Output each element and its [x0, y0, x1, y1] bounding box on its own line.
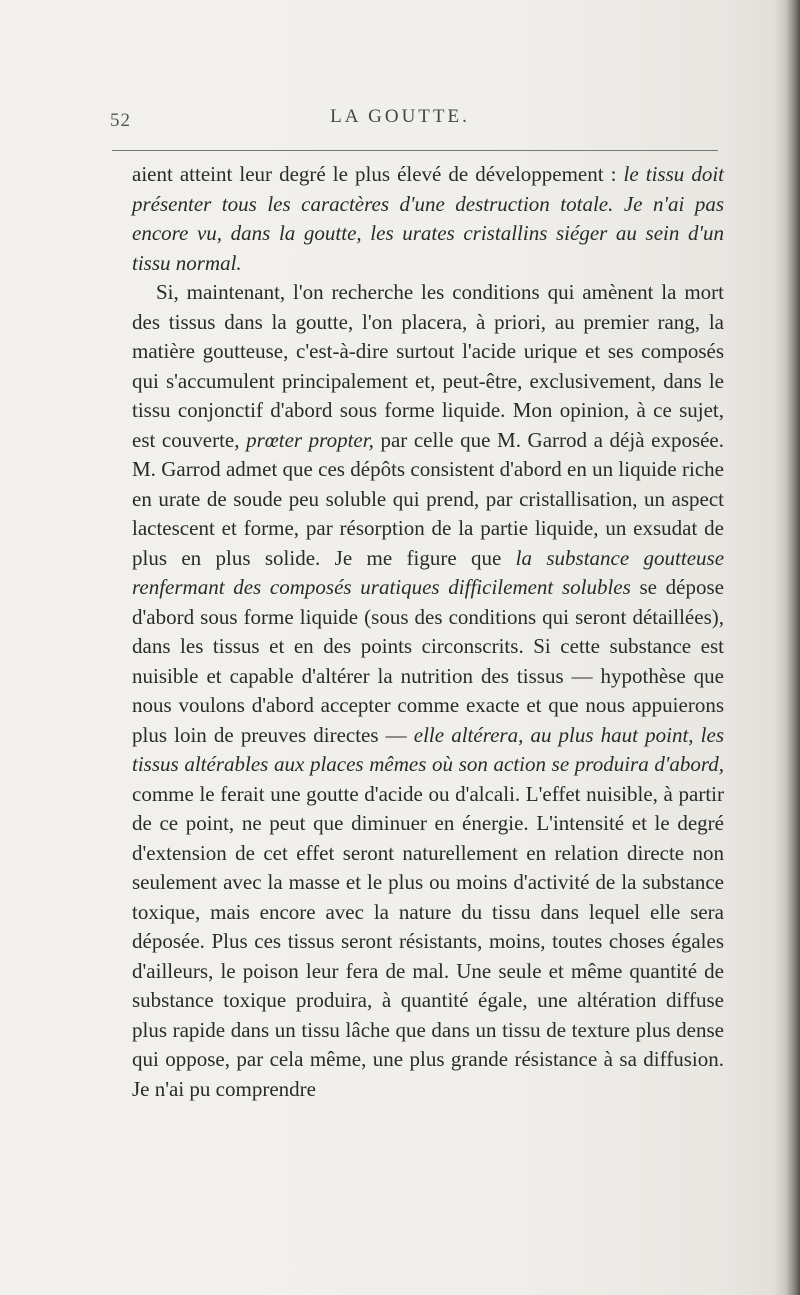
p2-text-2: par celle que M. Garrod a déjà exposée. M. Garrod admet que ces dépôts consistent d'abord en un liquide riche en urate de soude peu soluble qui prend, par cristallisation, un aspect lactescent et forme, par résorption de la partie liquide, un exsudat de plus en plus solide. Je me figure que — [132, 427, 725, 570]
header-rule — [112, 150, 718, 151]
p2-italic-1: prœter propter, — [246, 427, 374, 452]
p2-text-3: se dépose d'abord sous forme liquide (sous des conditions qui seront détaillées), dans les tissus et en des points circonscrits. Si cette substance est nuisible et capable d'altérer la nutrition des tissus — hypothèse que nous voulons d'abord accepter comme exacte et que nous appuierons plus loin de preuves directes — — [132, 575, 724, 747]
paragraph-2 — [132, 278, 724, 1104]
paragraph-1 — [132, 160, 724, 278]
body-text — [132, 160, 724, 1104]
p2-italic-2: la substance goutteuse renfermant des composés uratiques difficilement solubles — [132, 545, 725, 599]
running-title: LA GOUTTE. — [330, 106, 470, 127]
page-edge-shadow — [774, 0, 800, 1295]
p1-italic-1: le tissu doit présenter tous les caractères d'une destruction totale. Je n'ai pas encore vu, dans la goutte, les urates cristallins siéger au sein d'un tissu normal. — [132, 162, 724, 275]
p1-text-1: aient atteint leur degré le plus élevé de développement : — [132, 162, 624, 186]
p2-italic-3: elle altérera, au plus haut point, les tissus altérables aux places mêmes où son action se produira d'abord, — [132, 722, 724, 776]
p2-text-1: Si, maintenant, l'on recherche les conditions qui amènent la mort des tissus dans la goutte, l'on placera, à priori, au premier rang, la matière goutteuse, c'est-à-dire surtout l'acide urique et ses composés qui s'accumulent principalement et, peut-être, exclusivement, dans le tissu conjonctif d'abord sous forme liquide. Mon opinion, à ce sujet, est couverte, — [132, 280, 724, 452]
page-number: 52 — [110, 110, 131, 131]
p2-text-4: comme le ferait une goutte d'acide ou d'alcali. L'effet nuisible, à partir de ce point, ne peut que diminuer en énergie. L'intensité et le degré d'extension de cet effet seront naturellement en relation directe non seulement avec la masse et le plus ou moins d'activité de la substance toxique, mais encore avec la nature du tissu dans lequel elle sera déposée. Plus ces tissus seront résistants, moins, toutes choses égales d'ailleurs, le poison leur fera de mal. Une seule et même quantité de substance toxique produira, à quantité égale, une altération diffuse plus rapide dans un tissu lâche que dans un tissu de texture plus dense qui oppose, par cela même, une plus grande résistance à sa diffusion. Je n'ai pu comprendre — [132, 781, 724, 1101]
